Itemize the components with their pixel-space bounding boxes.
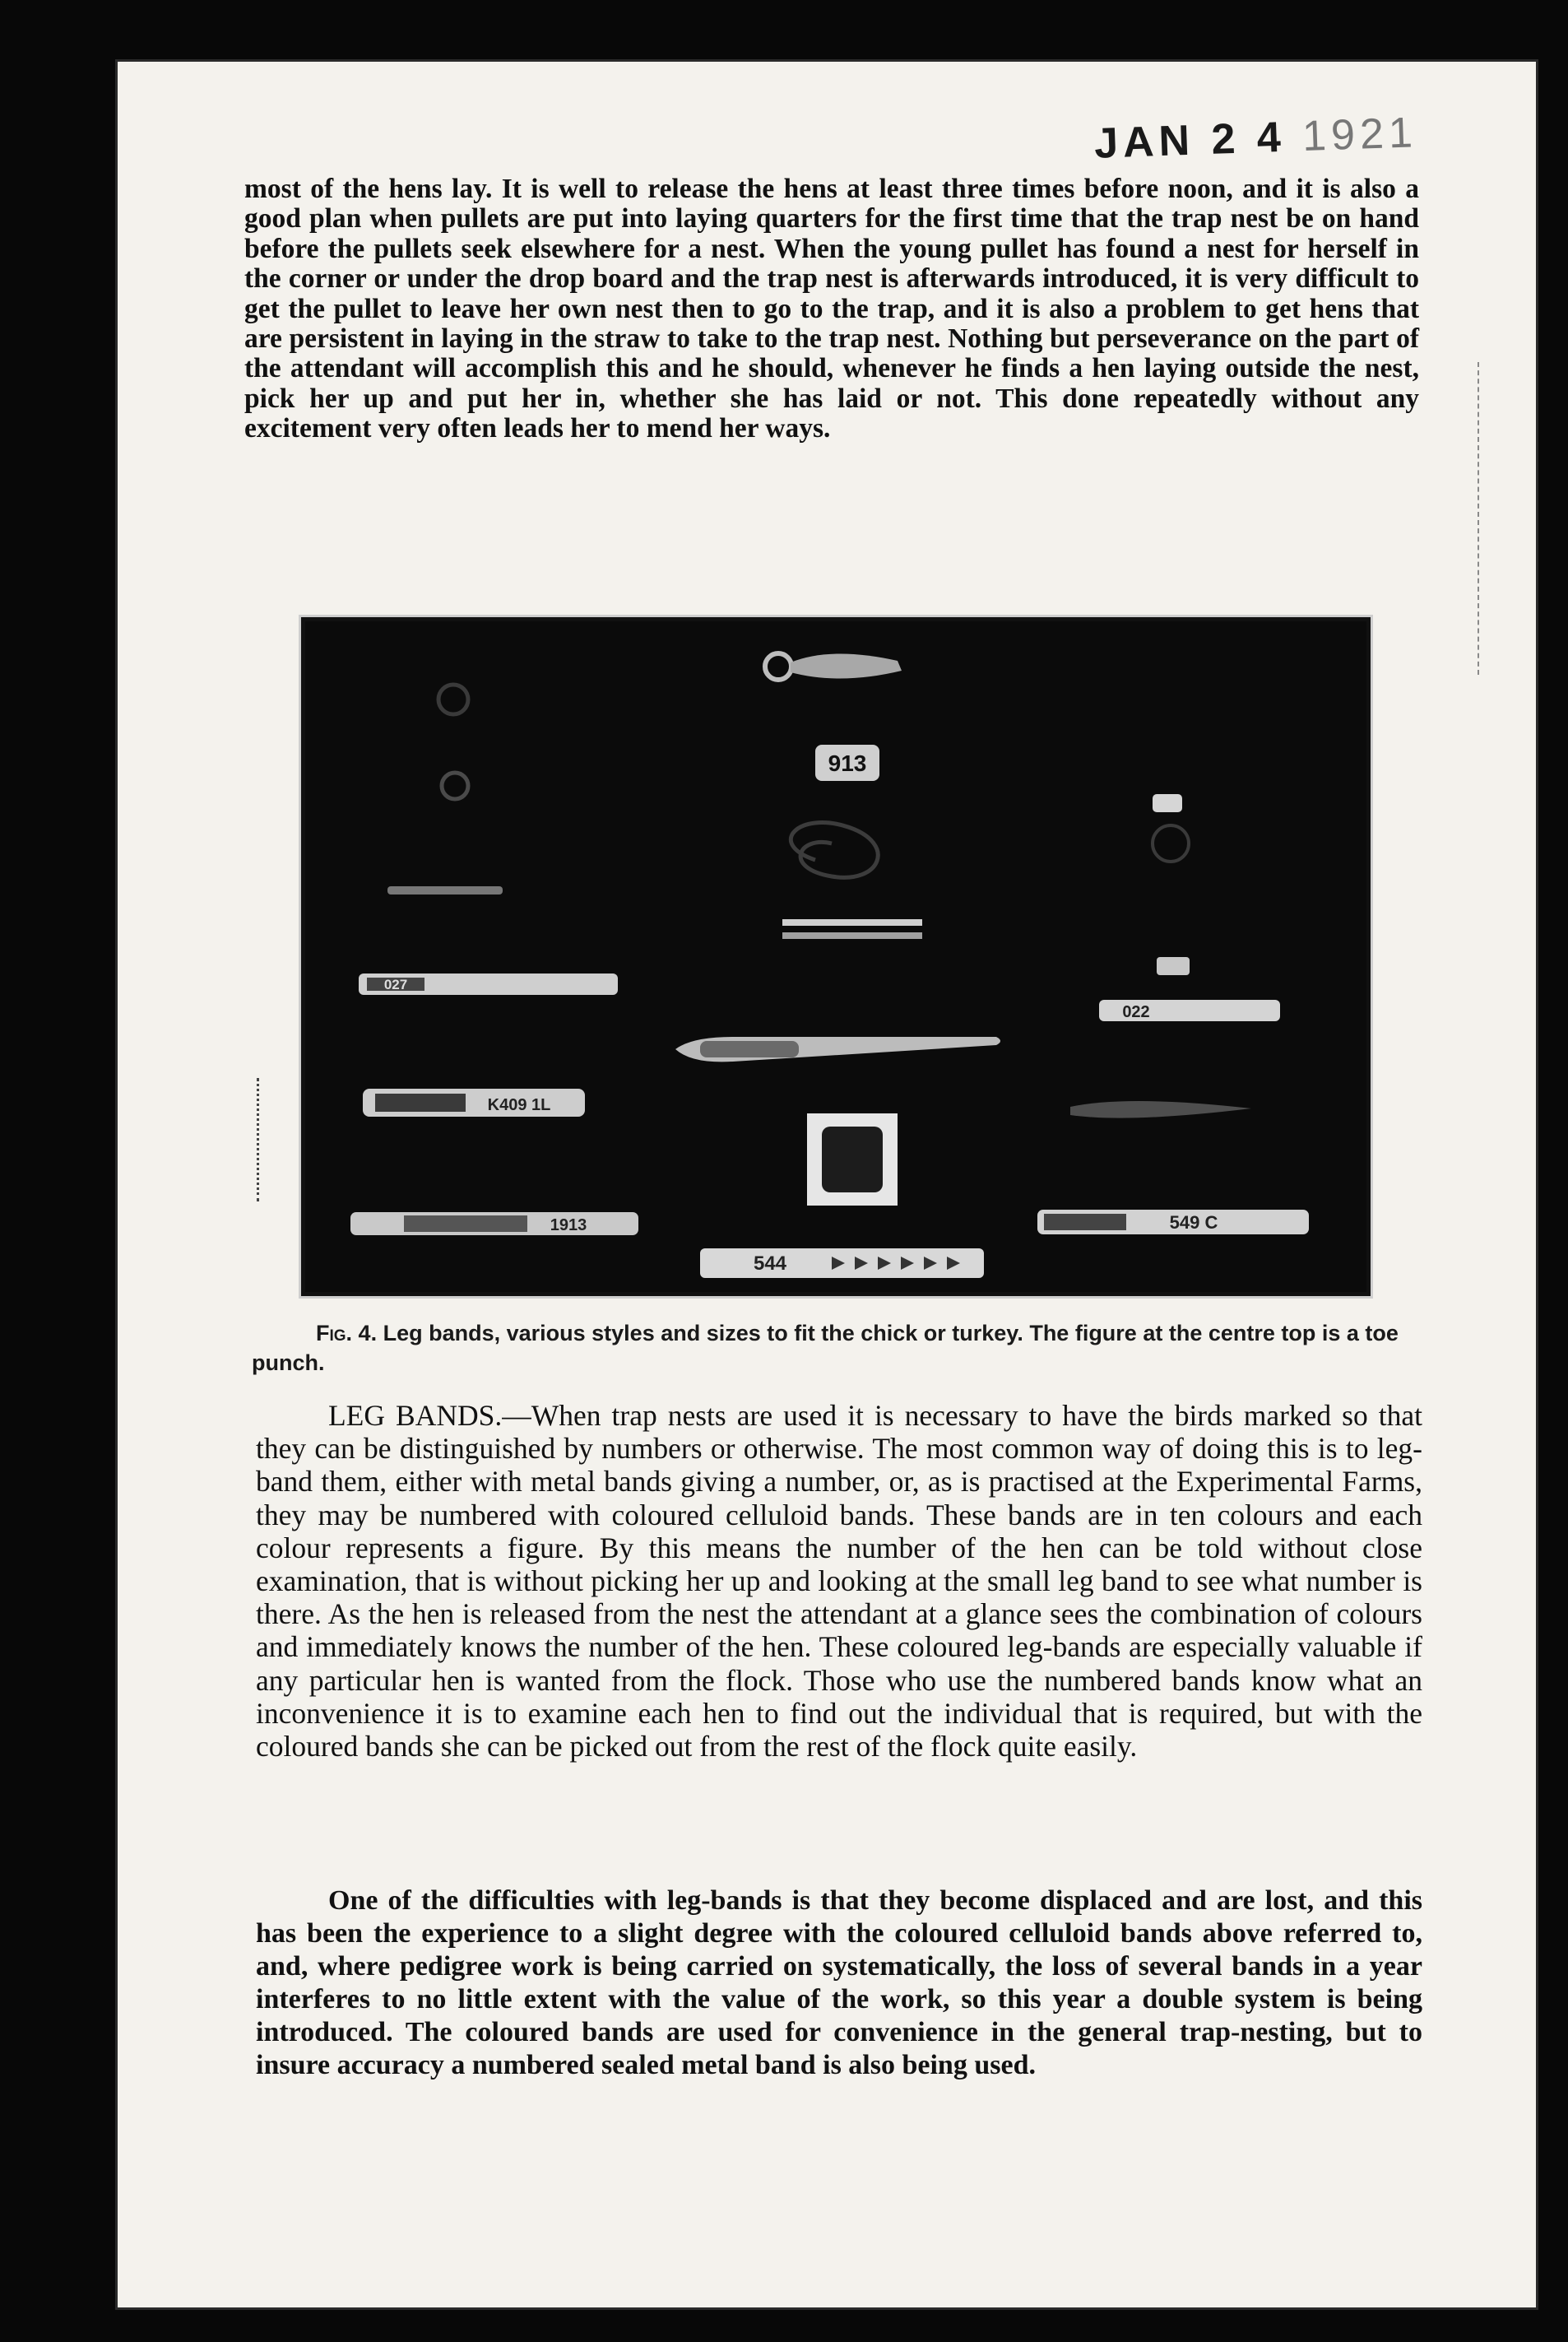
date-stamp-text: JAN 2 4	[1093, 113, 1287, 168]
leg-bands-illustration	[305, 621, 1366, 1292]
margin-marks-right	[1478, 362, 1486, 675]
figure-caption	[252, 1318, 1420, 1378]
leg-bands-photo	[301, 617, 1371, 1296]
band-1913-label: 1913	[550, 1216, 587, 1234]
band-913-label: 913	[828, 750, 867, 776]
band-027-label: 027	[383, 977, 408, 992]
band-k409-label: K409 1L	[487, 1096, 551, 1114]
difficulties-paragraph: One of the difficulties with leg-bands is that they become displaced and are lost, and this has been the experience to a slight degree with the coloured celluloid bands above referred to, and, where pedigree work is being carried on systematically, the loss of several bands in a year interferes to no little extent with the value of the work, so this year a double system is being introduced. The coloured bands are used for convenience in the general trap-nesting, but to insure accuracy a numbered sealed metal band is also being used.	[256, 1885, 1422, 2080]
margin-marks-left	[257, 1078, 264, 1201]
figure-caption-text: Leg bands, various styles and sizes to fit the chick or turkey. The figure at the centre top is a toe punch.	[252, 1321, 1399, 1375]
band-022-label: 022	[1122, 1003, 1150, 1021]
date-stamp-year: 1921	[1301, 109, 1418, 161]
figure-label: Fig. 4.	[316, 1321, 378, 1345]
intro-paragraph: most of the hens lay. It is well to release the hens at least three times before noon, and it is also a good plan when pullets are put into laying quarters for the first time that the trap nest be on hand before the pullets seek elsewhere for a nest. When the young pullet has found a nest for herself in the corner or under the drop board and the trap nest is afterwards introduced, it is very difficult to get the pullet to leave her own nest then to go to the trap, and it is also a problem to get hens that are persistent in laying in the straw to take to the trap nest. Nothing but perseverance on the part of the attendant will accomplish this and he should, whenever he finds a hen laying outside the nest, pick her up and put her in, whether she has laid or not. This done repeatedly without any excitement very often leads her to mend her ways.	[244, 174, 1419, 444]
leg-bands-paragraph: LEG BANDS.—When trap nests are used it is necessary to have the birds marked so that they can be distinguished by numbers or otherwise. The most common way of doing this is to leg-band them, either with metal bands giving a number, or, as is practised at the Experimental Farms, they may be numbered with coloured celluloid bands. These bands are in ten colours and each colour represents a figure. By this means the number of the hen can be told without close examination, that is without picking her up and looking at the small leg band to see what number is there. As the hen is released from the nest the attendant at a glance sees the combination of colours and immediately knows the number of the hen. These coloured leg-bands are especially valuable if any particular hen is wanted from the flock. Those who use the numbered bands know what an inconvenience it is to examine each hen to find out the individual that is required, but with the coloured bands she can be picked out from the rest of the flock quite easily.	[256, 1399, 1422, 1763]
band-544-label: 544	[753, 1252, 787, 1275]
band-549c-label: 549 C	[1169, 1212, 1218, 1233]
